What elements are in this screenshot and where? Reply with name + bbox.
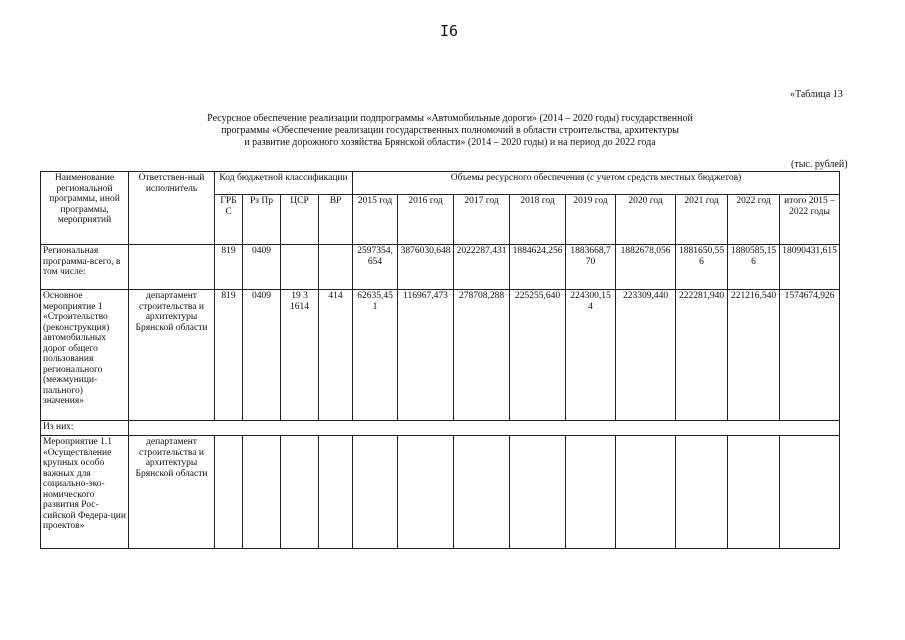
- header-rzpr: Рз Пр: [243, 195, 281, 245]
- row-2020: [616, 436, 676, 549]
- title-line-1: Ресурсное обеспечение реализации подпрограммы «Автомобильные дороги» (2014 – 2020 годы) государственной: [207, 113, 693, 124]
- row-name: Из них:: [41, 421, 129, 436]
- row-rzpr: 0409: [243, 245, 281, 290]
- header-volumes: Объемы ресурсного обеспечения (с учетом средств местных бюджетов): [353, 172, 840, 195]
- title-line-2: программы «Обеспечение реализации государственных полномочий в области строительства, архитектуры: [221, 125, 679, 136]
- header-2017: 2017 год: [454, 195, 510, 245]
- row-2017: [454, 436, 510, 549]
- table-row-of-them: [41, 421, 840, 436]
- row-executor: [129, 245, 215, 290]
- row-2019: 1883668,770: [566, 245, 616, 290]
- row-rzpr: [243, 436, 281, 549]
- row-grbs: 819: [215, 245, 243, 290]
- row-2017: 278708,288: [454, 290, 510, 421]
- row-2017: 2022287,431: [454, 245, 510, 290]
- row-executor: департамент строительства и архитектуры Брянской области: [129, 436, 215, 549]
- header-2018: 2018 год: [510, 195, 566, 245]
- row-2018: [510, 436, 566, 549]
- row-csr: 19 3 1614: [281, 290, 319, 421]
- page-number: I6: [440, 22, 459, 40]
- header-2022: 2022 год: [728, 195, 780, 245]
- header-2020: 2020 год: [616, 195, 676, 245]
- units-label: (тыс. рублей): [791, 159, 848, 170]
- table-row-program: [41, 245, 840, 290]
- row-2021: 222281,940: [676, 290, 728, 421]
- row-csr: [281, 245, 319, 290]
- header-name: Наименование региональной программы, иной программы, мероприятий: [41, 172, 129, 245]
- row-2021: [676, 436, 728, 549]
- table-label: «Таблица 13: [790, 89, 843, 100]
- header-vr: ВР: [319, 195, 353, 245]
- header-csr: ЦСР: [281, 195, 319, 245]
- header-grbs: ГРБ С: [215, 195, 243, 245]
- table-row-main-activity-1: [41, 290, 840, 421]
- row-2020: 223309,440: [616, 290, 676, 421]
- row-2016: 116967,473: [398, 290, 454, 421]
- row-2020: 1882678,056: [616, 245, 676, 290]
- row-2021: 1881650,556: [676, 245, 728, 290]
- row-csr: [281, 436, 319, 549]
- header-2019: 2019 год: [566, 195, 616, 245]
- title-line-3: и развитие дорожного хозяйства Брянской области» (2014 – 2020 годы) и на период до 2022 года: [244, 137, 656, 148]
- header-total: итого 2015 – 2022 годы: [780, 195, 840, 245]
- row-2022: 1880585,156: [728, 245, 780, 290]
- row-total: 18090431,615: [780, 245, 840, 290]
- row-name: Мероприятие 1.1 «Осуществление крупных особо важных для социально-эко-номического развития Рос-сийской Федера-ции проектов»: [41, 436, 129, 549]
- row-2022: 221216,540: [728, 290, 780, 421]
- row-total: [780, 436, 840, 549]
- row-2015: 62635,451: [353, 290, 398, 421]
- header-executor: Ответствен-ный исполнитель: [129, 172, 215, 245]
- header-2016: 2016 год: [398, 195, 454, 245]
- row-total: 1574674,926: [780, 290, 840, 421]
- row-2016: 3876030,648: [398, 245, 454, 290]
- row-2022: [728, 436, 780, 549]
- row-executor: департамент строительства и архитектуры Брянской области: [129, 290, 215, 421]
- row-2015: [353, 436, 398, 549]
- header-2015: 2015 год: [353, 195, 398, 245]
- row-2019: [566, 436, 616, 549]
- resource-table: [40, 171, 840, 549]
- row-2018: 1884624,256: [510, 245, 566, 290]
- row-name: Региональная программа-всего, в том числе:: [41, 245, 129, 290]
- row-name: Основное мероприятие 1 «Строительство (реконструкция) автомобильных дорог общего пользования регионального (межмуници-пального) значения»: [41, 290, 129, 421]
- row-rzpr: 0409: [243, 290, 281, 421]
- document-title: [150, 113, 750, 149]
- row-2016: [398, 436, 454, 549]
- row-vr: [319, 436, 353, 549]
- row-vr: [319, 245, 353, 290]
- row-2015: 2597354,654: [353, 245, 398, 290]
- row-2018: 225255,640: [510, 290, 566, 421]
- header-budget-code: Код бюджетной классификации: [215, 172, 353, 195]
- row-grbs: 819: [215, 290, 243, 421]
- header-row-1: [41, 172, 840, 195]
- row-vr: 414: [319, 290, 353, 421]
- row-empty-span: [129, 421, 840, 436]
- header-2021: 2021 год: [676, 195, 728, 245]
- row-2019: 224300,154: [566, 290, 616, 421]
- table-row-activity-1-1: [41, 436, 840, 549]
- row-grbs: [215, 436, 243, 549]
